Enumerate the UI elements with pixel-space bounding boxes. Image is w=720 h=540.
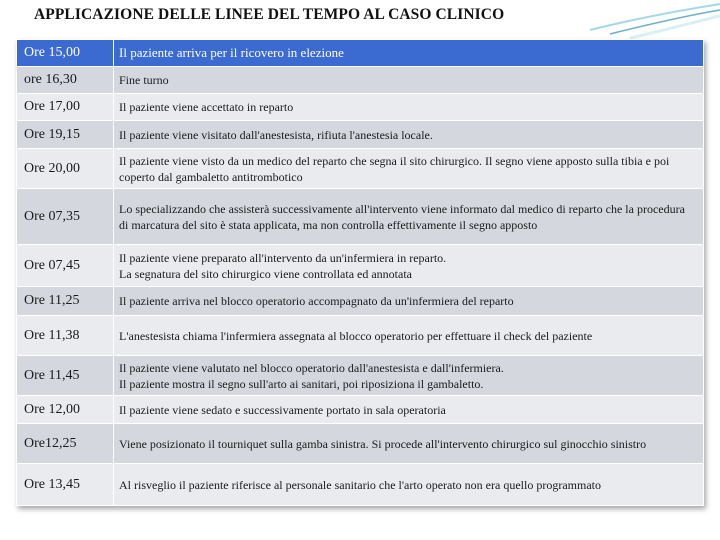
table-row — [17, 287, 704, 316]
table-row — [17, 121, 704, 149]
decorative-swoosh — [570, 0, 720, 40]
table-row — [17, 424, 704, 464]
timeline-table — [16, 39, 704, 506]
event-cell: L'anestesista chiama l'infermiera assegnata al blocco operatorio per effettuare il check del paziente — [114, 316, 704, 356]
time-cell: ore 16,30 — [17, 67, 114, 94]
time-cell: Ore 19,15 — [17, 121, 114, 149]
table-row — [17, 396, 704, 424]
event-cell: Al risveglio il paziente riferisce al personale sanitario che l'arto operato non era quello programmato — [114, 464, 704, 506]
time-cell: Ore 20,00 — [17, 149, 114, 189]
table-row — [17, 40, 704, 67]
table-row — [17, 464, 704, 506]
time-cell: Ore 11,25 — [17, 287, 114, 316]
table-row — [17, 245, 704, 287]
event-cell: Viene posizionato il tourniquet sulla gamba sinistra. Si procede all'intervento chirurgico sul ginocchio sinistro — [114, 424, 704, 464]
event-cell: Fine turno — [114, 67, 704, 94]
event-cell: Il paziente viene visitato dall'anestesista, rifiuta l'anestesia locale. — [114, 121, 704, 149]
event-cell: Lo specializzando che assisterà successivamente all'intervento viene informato dal medico di reparto che la procedura di marcatura del sito è stata applicata, ma non controlla effettivamente il segno apposto — [114, 189, 704, 245]
event-cell: Il paziente viene accettato in reparto — [114, 94, 704, 121]
table-row — [17, 356, 704, 396]
time-cell: Ore 11,45 — [17, 356, 114, 396]
event-cell: Il paziente viene valutato nel blocco operatorio dall'anestesista e dall'infermiera. Il paziente mostra il segno sull'arto ai sanitari, poi riposiziona il gambaletto. — [114, 356, 704, 396]
table-row — [17, 67, 704, 94]
event-cell: Il paziente viene sedato e successivamente portato in sala operatoria — [114, 396, 704, 424]
time-cell: Ore 12,00 — [17, 396, 114, 424]
time-cell: Ore 07,45 — [17, 245, 114, 287]
table-row — [17, 316, 704, 356]
time-cell: Ore 15,00 — [17, 40, 114, 67]
event-cell: Il paziente viene visto da un medico del reparto che segna il sito chirurgico. Il segno viene apposto sulla tibia e poi coperto dal gambaletto antitrombotico — [114, 149, 704, 189]
time-cell: Ore 11,38 — [17, 316, 114, 356]
slide-title: APPLICAZIONE DELLE LINEE DEL TEMPO AL CASO CLINICO — [34, 6, 505, 23]
event-cell: Il paziente arriva nel blocco operatorio accompagnato da un'infermiera del reparto — [114, 287, 704, 316]
time-cell: Ore12,25 — [17, 424, 114, 464]
event-cell: Il paziente arriva per il ricovero in elezione — [114, 40, 704, 67]
time-cell: Ore 07,35 — [17, 189, 114, 245]
event-cell: Il paziente viene preparato all'intervento da un'infermiera in reparto. La segnatura del sito chirurgico viene controllata ed annotata — [114, 245, 704, 287]
time-cell: Ore 17,00 — [17, 94, 114, 121]
table-row — [17, 189, 704, 245]
time-cell: Ore 13,45 — [17, 464, 114, 506]
table-row — [17, 94, 704, 121]
table-row — [17, 149, 704, 189]
